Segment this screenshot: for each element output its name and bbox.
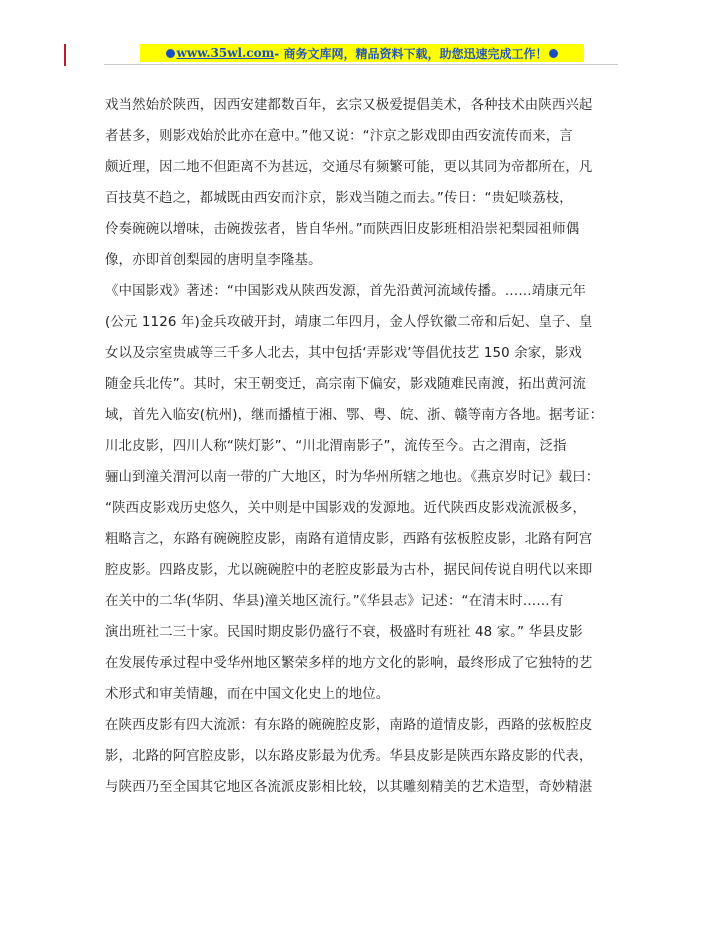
text-line: 腔皮影。四路皮影，尤以碗碗腔中的老腔皮影最为古朴，据民间传说自明代以来即: [105, 563, 593, 578]
text-line: 影，北路的阿宫腔皮影，以东路皮影最为优秀。华县皮影是陕西东路皮影的代表，: [105, 749, 593, 764]
text-line: 颇近理，因二地不但距离不为甚远，交通尽有频繁可能，更以其同为帝都所在，凡: [105, 160, 593, 175]
text-line: (公元 1126 年)金兵攻破开封，靖康二年四月，金人俘钦徽二帝和后妃、皇子、皇: [105, 315, 593, 330]
bullet-left-icon: [166, 49, 175, 58]
text-line: 《中国影戏》著述：“中国影戏从陕西发源，首先沿黄河流域传播。……靖康元年: [105, 284, 587, 299]
text-line: 粗略言之，东路有碗碗腔皮影，南路有道情皮影，西路有弦板腔皮影，北路有阿宫: [105, 532, 593, 547]
text-line: 随金兵北传”。其时，宋王朝变迁，高宗南下偏安，影戏随难民南渡，拓出黄河流: [105, 377, 587, 392]
text-line: 百技莫不趋之，都城既由西安而汴京，影戏当随之而去。”传日：“贵妃啖荔枝，: [105, 191, 573, 206]
header-tagline: - 商务文库网，精品资料下载，助您迅速完成工作！: [274, 46, 548, 61]
text-line: 术形式和审美情趣，而在中国文化史上的地位。: [105, 687, 390, 702]
document-body: [105, 90, 635, 803]
text-line: 在陕西皮影有四大流派：有东路的碗碗腔皮影，南路的道情皮影，西路的弦板腔皮: [105, 718, 593, 733]
text-line: “陕西皮影戏历史悠久，关中则是中国影戏的发源地。近代陕西皮影戏流派极多，: [105, 501, 587, 516]
text-line: 川北皮影，四川人称“陕灯影”、“川北渭南影子”，流传至今。古之渭南，泛指: [105, 439, 567, 454]
text-line: 在发展传承过程中受华州地区繁荣多样的地方文化的影响，最终形成了它独特的艺: [105, 656, 593, 671]
page-header: [140, 44, 584, 62]
text-line: 演出班社二三十家。民国时期皮影仍盛行不衰，极盛时有班社 48 家。” 华县皮影: [105, 625, 583, 640]
text-line: 伶奏碗碗以增味，击碗拨弦者，皆自华州。”而陕西旧皮影班相沿崇祀梨园祖师偶: [105, 222, 580, 237]
margin-mark: [64, 44, 66, 66]
text-line: 者甚多，则影戏始於此亦在意中。”他又说：“汴京之影戏即由西安流传而来，言: [105, 129, 573, 144]
text-line: 在关中的二华(华阴、华县)潼关地区流行。”《华县志》记述：“在清末时……有: [105, 594, 564, 609]
header-url-link[interactable]: www.35wl.com: [176, 46, 275, 60]
header-divider: [104, 64, 618, 65]
text-line: 骊山到潼关渭河以南一带的广大地区，时为华州所辖之地也。《燕京岁时记》载曰：: [105, 470, 600, 485]
text-line: 戏当然始於陕西，因西安建都数百年，玄宗又极爱提倡美术，各种技术由陕西兴起: [105, 98, 593, 113]
bullet-right-icon: [549, 49, 558, 58]
text-line: 与陕西乃至全国其它地区各流派皮影相比较，以其雕刻精美的艺术造型，奇妙精湛: [105, 780, 593, 795]
text-line: 像，亦即首创梨园的唐明皇李隆基。: [105, 253, 322, 268]
text-line: 域，首先入临安(杭州)，继而播植于湘、鄂、粤、皖、浙、赣等南方各地。据考证：: [105, 408, 604, 423]
text-line: 女以及宗室贵戚等三千多人北去，其中包括‘弄影戏’等倡优技艺 150 余家，影戏: [105, 346, 582, 361]
